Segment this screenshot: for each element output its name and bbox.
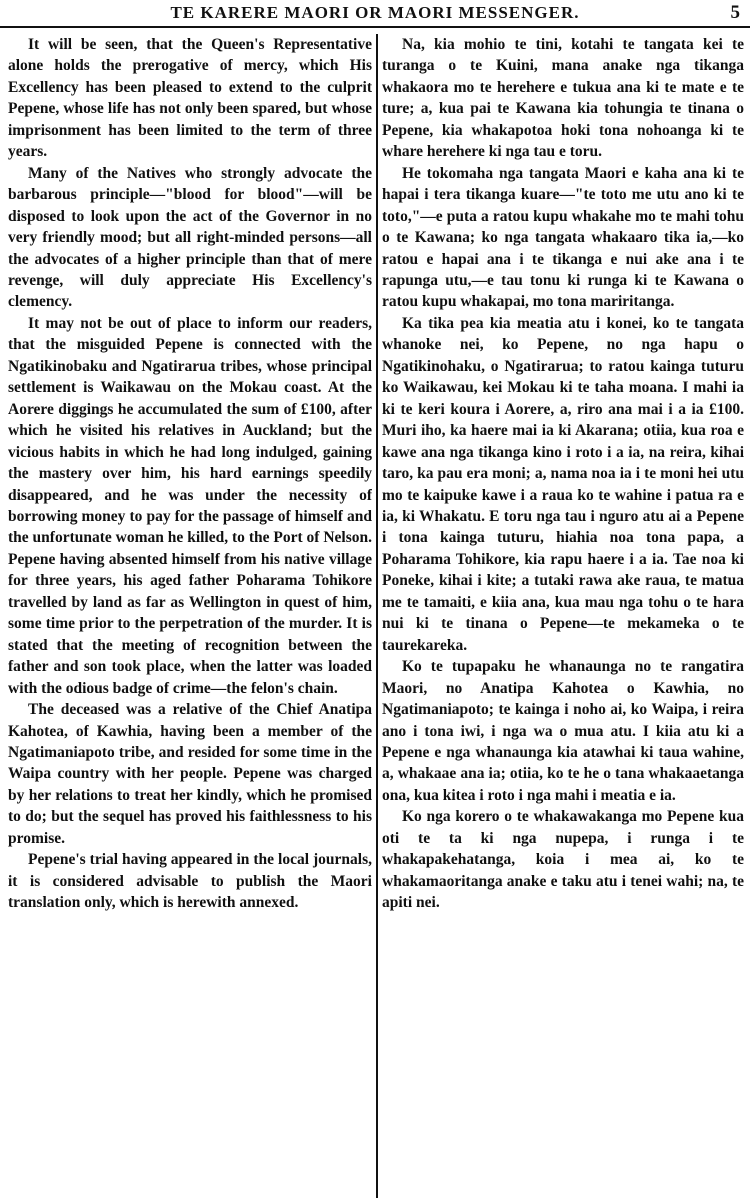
running-title: TE KARERE MAORI OR MAORI MESSENGER. <box>170 3 580 22</box>
maori-paragraph-5: Ko nga korero o te whakawakanga mo Pepene kua oti te ta ki nga nupepa, i runga i te whakapakehatanga, koia i mea ai, ko te whakamaoritanga anake e taku atu i tenei wahi; na, te apiti nei. <box>382 808 744 912</box>
maori-paragraph-1: Na, kia mohio te tini, kotahi te tangata kei te turanga o te Kuini, mana anake nga tikanga whakaora mo te herehere e tukua ana ki te mate e te ture; a, kua pai te Kawana kia tohungia te tinana o Pepene, kia whakapotoa hoki tona nohoanga ki te whare herehere ki nga tau e toru. <box>382 36 744 161</box>
english-column <box>8 34 372 1194</box>
english-paragraph-3: It may not be out of place to inform our readers, that the misguided Pepene is connected with the Ngatikinobaku and Ngatirarua tribes, whose principal settlement is Waikawau on the Mokau coast. At the Aorere diggings he accumulated the sum of £100, after which he visited his relatives in Auckland; but the vicious habits in which he had long indulged, gaining the mastery over him, his hard earnings speedily disappeared, and he was under the necessity of borrowing money to pay for the passage of himself and the unfortunate woman he killed, to the Port of Nelson. Pepene having absented himself from his native village for three years, his aged father Poharama Tohikore travelled by land as far as Wellington in quest of him, some time prior to the perpetration of the murder. It is stated that the meeting of recognition between the father and son took place, when the latter was loaded with the odious badge of crime—the felon's chain. <box>8 314 372 697</box>
column-divider <box>376 34 378 1198</box>
maori-column <box>382 34 744 1194</box>
maori-paragraph-4: Ko te tupapaku he whanaunga no te rangatira Maori, no Anatipa Kahotea o Kawhia, no Ngatimaniapoto; te kainga i noho ai, ko Waipa, i reira ano i tona iwi, i nga wa o mua atu. I kiia atu ki a Pepene e nga whanaunga kia atawhai ki taua wahine, a, whakaae ana ia; otiia, ko te he o tana whakaaetanga ona, kua kitea i roto i nga mahi i meatia e ia. <box>382 658 744 804</box>
page-number: 5 <box>730 2 740 23</box>
page-header <box>0 0 750 28</box>
maori-paragraph-2: He tokomaha nga tangata Maori e kaha ana ki te hapai i tera tikanga kuare—"te toto me utu ano ki te toto,"—e puta a ratou kupu whakahe mo te mahi tohu o te Kawana; ko nga tangata whakaaro tika ia,—ko ratou e hapai ana i te tikanga e nui ake ana i te rapunga utu,—e tau tonu ki runga ki te Kawana o ratou kupu whakapai, mo tona mariritanga. <box>382 164 744 311</box>
maori-paragraph-3: Ka tika pea kia meatia atu i konei, ko te tangata whanoke nei, ko Pepene, no nga hapu o Ngatikinohaku, o Ngatirarua; to ratou kainga tuturu ko Waikawau, kei Mokau ki te taha moana. I mahi ia ki te keri koura i Aorere, a, riro ana mai i a ia £100. Muri iho, ka haere mai ia ki Akarana; otiia, kua roa e kawe ana nga tikanga kino i roto i a ia, na reira, kihai taro, ka pau era moni; a, nama noa ia i te moni hei utu mo te kaipuke kawe i a raua ko te wahine i patua ra e ia, ki Whakatu. E toru nga tau i nguro atu ai a Pepene i tona kainga tuturu, hiahia noa tona papa, a Poharama Tohikore, kia rapu haere i a ia. Tae noa ki Poneke, kihai i kite; a tutaki rawa ake raua, te matua me te tamaiti, e kiia ana, kua mau nga tohu o te hara nui ki te tinana o Pepene—te mekameka o te taurekareka. <box>382 314 744 654</box>
english-paragraph-2: Many of the Natives who strongly advocate the barbarous principle—"blood for blood"—will be disposed to look upon the act of the Governor in no very friendly mood; but all right-minded persons—all the advocates of a higher principle than that of mere revenge, will duly appreciate His Excellency's clemency. <box>8 164 372 311</box>
english-paragraph-4: The deceased was a relative of the Chief Anatipa Kahotea, of Kawhia, having been a member of the Ngatimaniapoto tribe, and resided for some time in the Waipa country with her people. Pepene was charged by her relations to treat her kindly, which he promised to do; but the sequel has proved his faithlessness to his promise. <box>8 701 372 847</box>
english-paragraph-1: It will be seen, that the Queen's Representative alone holds the prerogative of mercy, which His Excellency has been pleased to extend to the culprit Pepene, whose life has not only been spared, but whose imprisonment has been limited to the term of three years. <box>8 36 372 161</box>
english-paragraph-5: Pepene's trial having appeared in the local journals, it is considered advisable to publish the Maori translation only, which is herewith annexed. <box>8 851 372 912</box>
